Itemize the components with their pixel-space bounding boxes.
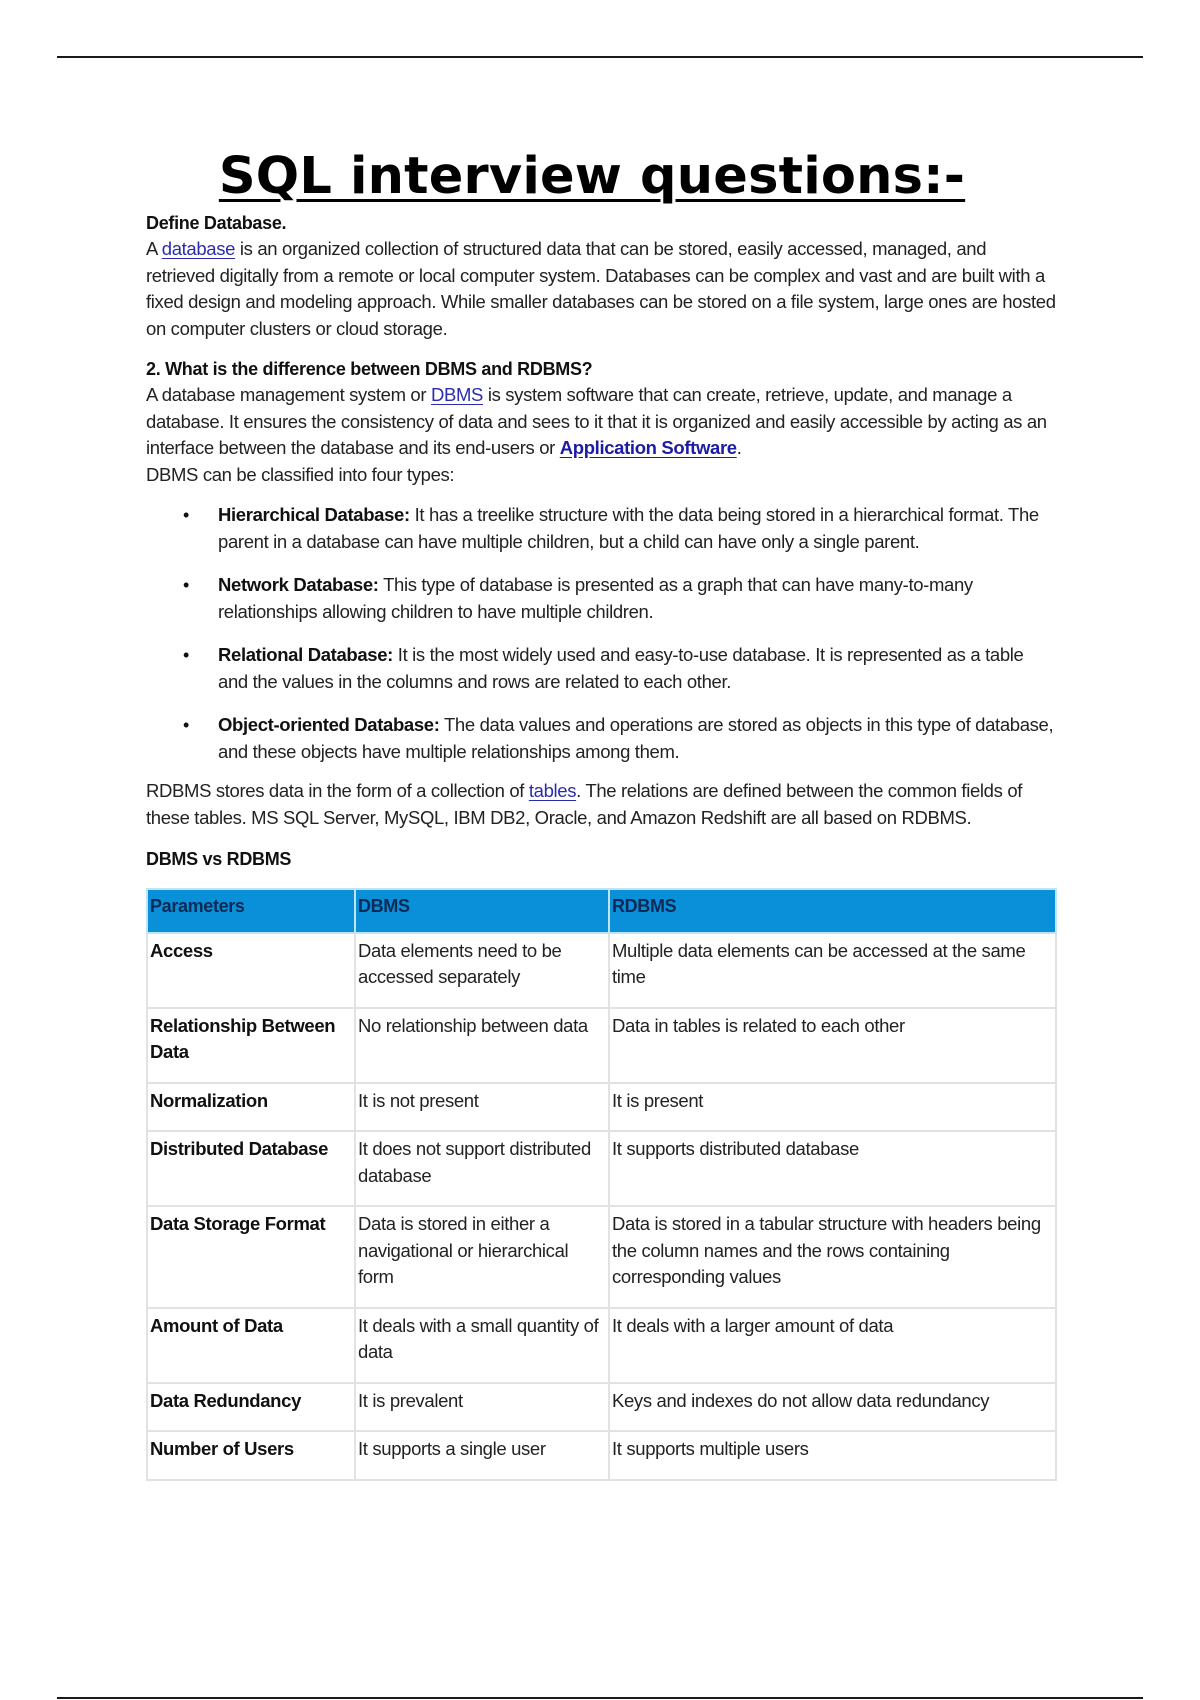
database-types-list (146, 502, 1058, 765)
application-software-link[interactable]: Application Software (559, 437, 737, 458)
section-heading-define-database: Define Database. (146, 213, 287, 233)
text: RDBMS stores data in the form of a collection of (146, 780, 529, 801)
footer-rule (57, 1697, 1143, 1699)
document-page (146, 145, 1058, 1481)
dbms-cell: It does not support distributed database (355, 1131, 609, 1206)
dbms-cell: It is prevalent (355, 1383, 609, 1432)
rdbms-cell: Multiple data elements can be accessed at the same time (609, 933, 1056, 1008)
table-row (147, 1308, 1056, 1383)
table-row (147, 1206, 1056, 1308)
type-term: Hierarchical Database: (218, 504, 410, 525)
parameter-cell: Access (147, 933, 355, 1008)
column-header-rdbms: RDBMS (609, 889, 1056, 933)
list-item (146, 642, 1058, 695)
rdbms-cell: It is present (609, 1083, 1056, 1132)
text: DBMS can be classified into four types: (146, 463, 455, 485)
dbms-cell: Data is stored in either a navigational or hierarchical form (355, 1206, 609, 1308)
list-item (146, 572, 1058, 625)
rdbms-cell: It supports multiple users (609, 1431, 1056, 1480)
text: A (146, 238, 162, 259)
type-term: Object-oriented Database: (218, 714, 440, 735)
text: A database management system or (146, 384, 431, 405)
type-term: Relational Database: (218, 644, 393, 665)
parameter-cell: Data Storage Format (147, 1206, 355, 1308)
tables-link[interactable]: tables (528, 780, 577, 801)
dbms-link[interactable]: DBMS (430, 384, 484, 405)
parameter-cell: Normalization (147, 1083, 355, 1132)
bullet-icon: • (183, 715, 189, 735)
list-item (146, 502, 1058, 555)
dbms-cell: No relationship between data (355, 1008, 609, 1083)
table-row (147, 1431, 1056, 1480)
bullet-icon: • (183, 575, 189, 595)
parameter-cell: Data Redundancy (147, 1383, 355, 1432)
text: . The relations are defined between the common fields of these tables. MS SQL Server, MySQL, IBM DB2, Oracle, and Amazon Redshift are all based on RDBMS. (146, 780, 1023, 828)
table-row (147, 1131, 1056, 1206)
rdbms-cell: It deals with a larger amount of data (609, 1308, 1056, 1383)
dbms-cell: It is not present (355, 1083, 609, 1132)
parameter-cell: Relationship Between Data (147, 1008, 355, 1083)
dbms-cell: Data elements need to be accessed separately (355, 933, 609, 1008)
text: is system software that can create, retrieve, update, and manage a database. It ensures the consistency of data and sees to it that it is organized and easily accessible by acting as an interface between the database and its end-users or (146, 384, 1047, 458)
type-description: This type of database is presented as a graph that can have many-to-many relationships allowing children to have multiple children. (218, 574, 973, 622)
page-title: SQL interview questions:- (218, 147, 966, 206)
table-row (147, 1383, 1056, 1432)
column-header-parameters: Parameters (147, 889, 355, 933)
table-row (147, 1008, 1056, 1083)
header-rule (57, 56, 1143, 58)
parameter-cell: Amount of Data (147, 1308, 355, 1383)
rdbms-cell: Data is stored in a tabular structure with headers being the column names and the rows containing corresponding values (609, 1206, 1056, 1308)
parameter-cell: Distributed Database (147, 1131, 355, 1206)
type-description: It has a treelike structure with the data being stored in a hierarchical format. The parent in a database can have multiple children, but a child can have only a single parent. (218, 504, 1039, 552)
dbms-vs-rdbms-table (146, 888, 1057, 1481)
table-row (147, 1083, 1056, 1132)
rdbms-paragraph (146, 778, 1058, 831)
type-description: It is the most widely used and easy-to-use database. It is represented as a table and the values in the columns and rows are related to each other. (218, 644, 1024, 692)
section-heading-dbms-vs-rdbms-question: 2. What is the difference between DBMS and RDBMS? (146, 359, 593, 379)
bullet-icon: • (183, 505, 189, 525)
table-row (147, 933, 1056, 1008)
rdbms-cell: It supports distributed database (609, 1131, 1056, 1206)
list-item (146, 712, 1058, 765)
rdbms-cell: Keys and indexes do not allow data redundancy (609, 1383, 1056, 1432)
column-header-dbms: DBMS (355, 889, 609, 933)
text: . (736, 437, 742, 458)
table-header-row (147, 889, 1056, 933)
database-link[interactable]: database (161, 238, 236, 259)
type-term: Network Database: (218, 574, 379, 595)
text: is an organized collection of structured data that can be stored, easily accessed, managed, and retrieved digitally from a remote or local computer system. Databases can be complex and vast and are built with a fixed design and modeling approach. While smaller databases can be stored on a file system, large ones are hosted on computer clusters or cloud storage. (146, 238, 1056, 339)
database-definition-paragraph (146, 236, 1058, 342)
parameter-cell: Number of Users (147, 1431, 355, 1480)
dbms-definition-paragraph (146, 382, 1058, 488)
dbms-cell: It deals with a small quantity of data (355, 1308, 609, 1383)
dbms-cell: It supports a single user (355, 1431, 609, 1480)
bullet-icon: • (183, 645, 189, 665)
comparison-heading: DBMS vs RDBMS (146, 849, 292, 869)
rdbms-cell: Data in tables is related to each other (609, 1008, 1056, 1083)
type-description: The data values and operations are stored as objects in this type of database, and these objects have multiple relationships among them. (218, 714, 1054, 762)
